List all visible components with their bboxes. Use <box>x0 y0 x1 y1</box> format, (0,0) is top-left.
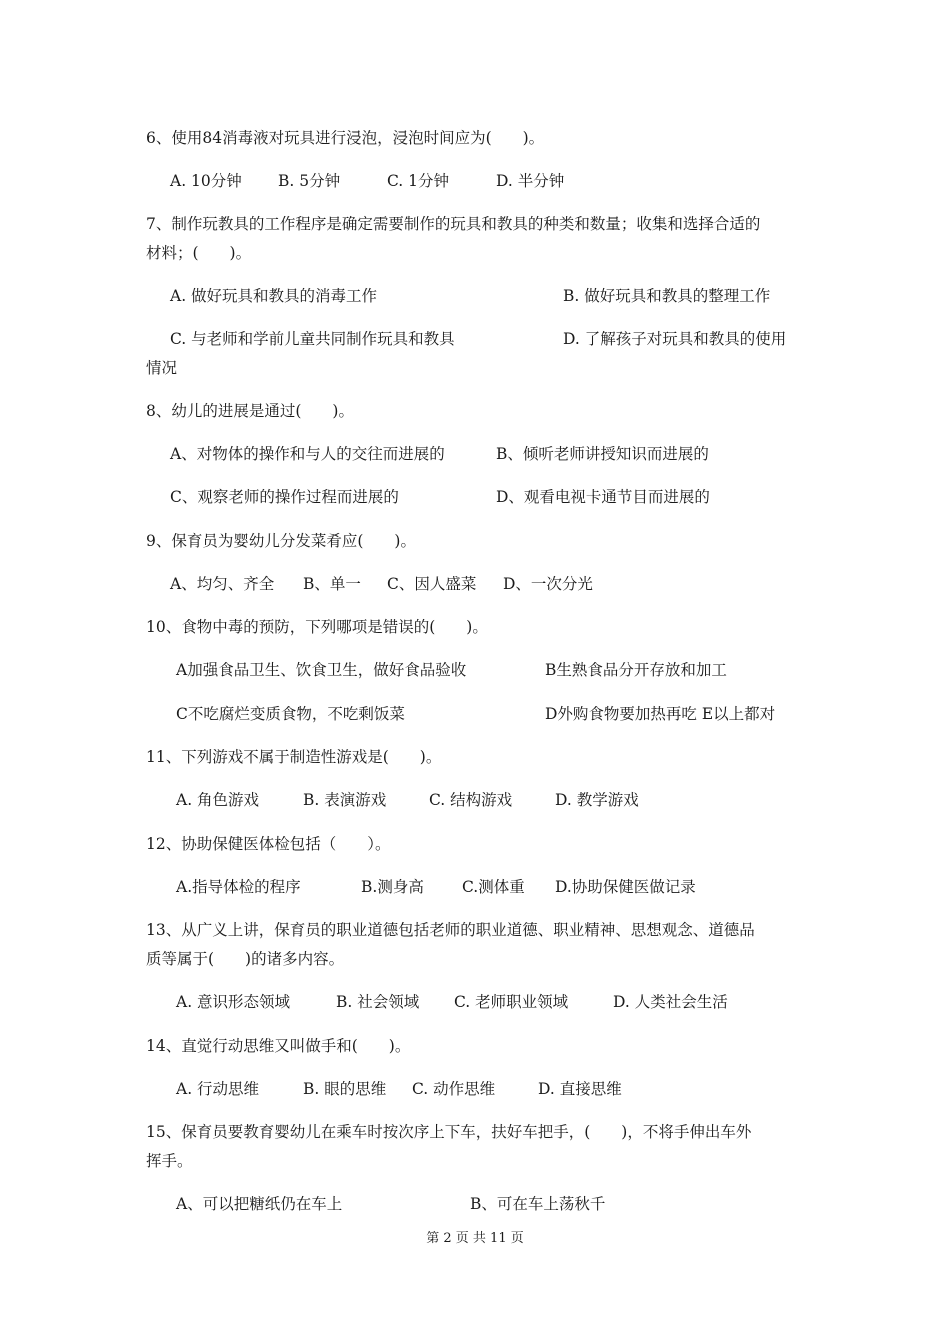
question-6-option-d: D. 半分钟 <box>496 172 565 190</box>
question-14-option-a: A. 行动思维 <box>176 1080 260 1098</box>
page-number-footer: 第 2 页 共 11 页 <box>426 1231 524 1246</box>
question-9-option-d: D、一次分光 <box>503 575 593 593</box>
question-7-option-a: A. 做好玩具和教具的消毒工作 <box>170 287 378 305</box>
question-15-option-a: A、可以把糖纸仍在车上 <box>176 1195 343 1213</box>
question-8-stem: 8、幼儿的进展是通过( )。 <box>146 402 354 420</box>
question-10-option-c: C不吃腐烂变质食物，不吃剩饭菜 <box>176 705 405 723</box>
question-11-option-a: A. 角色游戏 <box>176 791 260 809</box>
question-6-stem: 6、使用84消毒液对玩具进行浸泡，浸泡时间应为( )。 <box>146 129 545 147</box>
question-6-option-a: A. 10分钟 <box>170 172 242 190</box>
question-13-option-c: C. 老师职业领域 <box>454 993 569 1011</box>
question-10-option-d: D外购食物要加热再吃 E以上都对 <box>545 705 776 723</box>
question-14-option-c: C. 动作思维 <box>412 1080 496 1098</box>
question-11-option-d: D. 教学游戏 <box>555 791 639 809</box>
question-8-option-c: C、观察老师的操作过程而进展的 <box>170 488 399 506</box>
question-12-stem: 12、协助保健医体检包括（ ）。 <box>146 835 391 853</box>
question-11-option-b: B. 表演游戏 <box>303 791 387 809</box>
question-12-option-d: D.协助保健医做记录 <box>555 878 696 896</box>
question-8-option-a: A、对物体的操作和与人的交往而进展的 <box>170 445 445 463</box>
question-9-option-c: C、因人盛菜 <box>387 575 477 593</box>
question-15-stem-line2: 挥手。 <box>146 1152 193 1170</box>
question-10-stem: 10、食物中毒的预防，下列哪项是错误的( )。 <box>146 618 488 636</box>
question-12-option-a: A.指导体检的程序 <box>176 878 301 896</box>
question-7-stem-line2: 材料；( )。 <box>146 244 252 262</box>
question-12-option-b: B.测身高 <box>361 878 424 896</box>
question-11-option-c: C. 结构游戏 <box>429 791 513 809</box>
question-13-stem-line2: 质等属于( )的诸多内容。 <box>146 950 345 968</box>
question-15-option-b: B、可在车上荡秋千 <box>470 1195 606 1213</box>
question-8-option-d: D、观看电视卡通节目而进展的 <box>496 488 710 506</box>
question-10-option-b: B生熟食品分开存放和加工 <box>545 661 727 679</box>
question-7-option-d-cont: 情况 <box>146 359 178 377</box>
question-7-option-c: C. 与老师和学前儿童共同制作玩具和教具 <box>170 330 455 348</box>
question-15-stem-line1: 15、保育员要教育婴幼儿在乘车时按次序上下车，扶好车把手，( )，不将手伸出车外 <box>146 1123 752 1141</box>
question-11-stem: 11、下列游戏不属于制造性游戏是( )。 <box>146 748 442 766</box>
question-13-stem-line1: 13、从广义上讲，保育员的职业道德包括老师的职业道德、职业精神、思想观念、道德品 <box>146 921 755 939</box>
question-7-option-b: B. 做好玩具和教具的整理工作 <box>563 287 771 305</box>
question-7-stem-line1: 7、制作玩教具的工作程序是确定需要制作的玩具和教具的种类和数量；收集和选择合适的 <box>146 215 761 233</box>
question-8-option-b: B、倾听老师讲授知识而进展的 <box>496 445 709 463</box>
question-10-option-a: A加强食品卫生、饮食卫生，做好食品验收 <box>176 661 467 679</box>
question-14-option-b: B. 眼的思维 <box>303 1080 387 1098</box>
question-13-option-d: D. 人类社会生活 <box>613 993 728 1011</box>
question-13-option-b: B. 社会领域 <box>336 993 420 1011</box>
question-14-stem: 14、直觉行动思维又叫做手和( )。 <box>146 1037 411 1055</box>
question-6-option-c: C. 1分钟 <box>387 172 450 190</box>
question-9-option-a: A、均匀、齐全 <box>170 575 275 593</box>
question-12-option-c: C.测体重 <box>462 878 525 896</box>
question-13-option-a: A. 意识形态领域 <box>176 993 291 1011</box>
question-14-option-d: D. 直接思维 <box>538 1080 622 1098</box>
question-9-option-b: B、单一 <box>303 575 361 593</box>
question-6-option-b: B. 5分钟 <box>278 172 341 190</box>
question-9-stem: 9、保育员为婴幼儿分发菜肴应( )。 <box>146 532 416 550</box>
question-7-option-d: D. 了解孩子对玩具和教具的使用 <box>563 330 787 348</box>
